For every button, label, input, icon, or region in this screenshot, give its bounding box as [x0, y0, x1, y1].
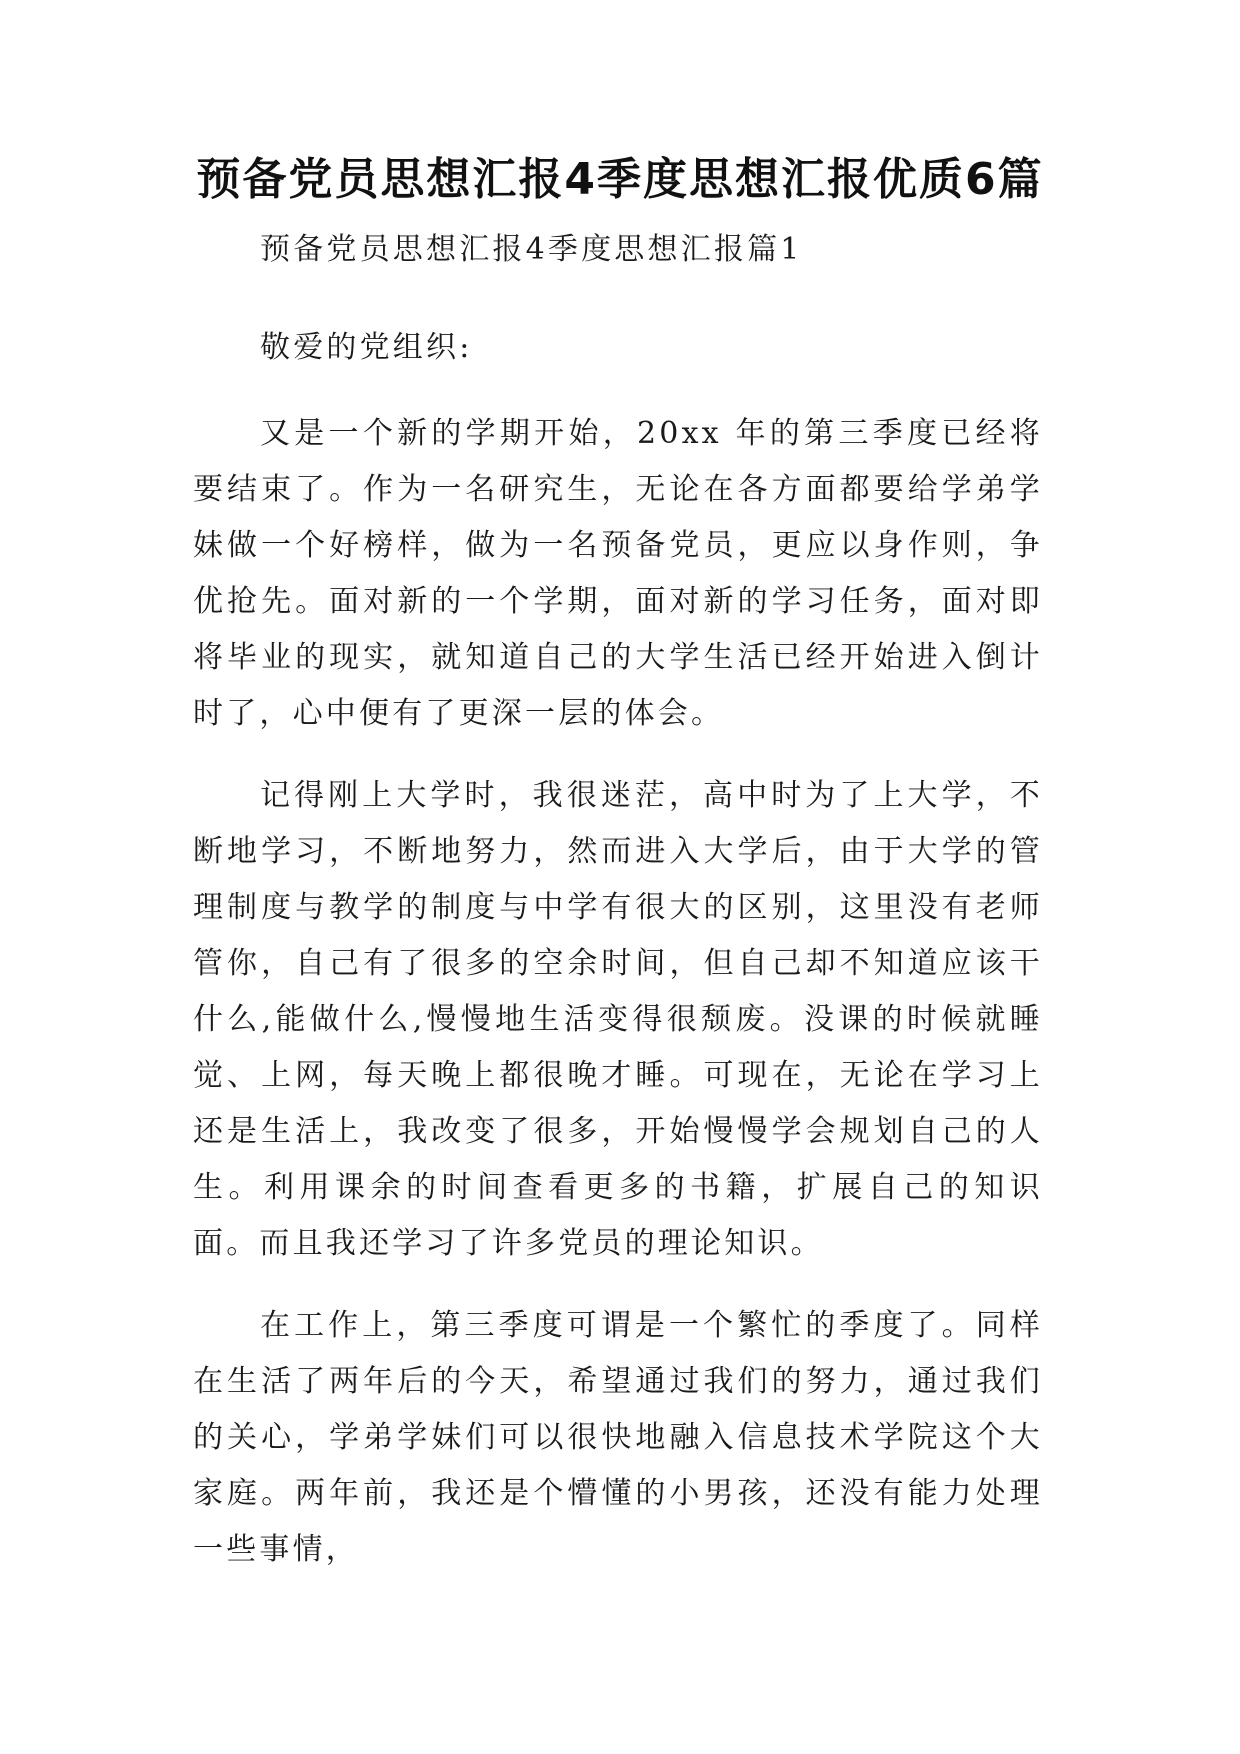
salutation: 敬爱的党组织: [260, 330, 473, 365]
document-body [193, 222, 1043, 1604]
paragraph-3: 在工作上，第三季度可谓是一个繁忙的季度了。同样在生活了两年后的今天，希望通过我们的努力，通过我们的关心，学弟学妹们可以很快地融入信息技术学院这个大家庭。两年前，我还是个懵懂的小男孩，还没有能力处理一些事情， [193, 1308, 1043, 1567]
paragraph-2: 记得刚上大学时，我很迷茫，高中时为了上大学，不断地学习，不断地努力，然而进入大学后，由于大学的管理制度与教学的制度与中学有很大的区别，这里没有老师管你，自己有了很多的空余时间，但自己却不知道应该干什么,能做什么,慢慢地生活变得很颓废。没课的时候就睡觉、上网，每天晚上都很晚才睡。可现在，无论在学习上还是生活上，我改变了很多，开始慢慢学会规划自己的人生。利用课余的时间查看更多的书籍，扩展自己的知识面。而且我还学习了许多党员的理论知识。 [193, 778, 1043, 1261]
document-title: 预备党员思想汇报4季度思想汇报优质6篇 [196, 154, 1044, 205]
paragraph-1: 又是一个新的学期开始，20xx 年的第三季度已经将要结束了。作为一名研究生，无论在各方面都要给学弟学妹做一个好榜样，做为一名预备党员，更应以身作则，争优抢先。面对新的一个学期，面对新的学习任务，面对即将毕业的现实，就知道自己的大学生活已经开始进入倒计时了，心中便有了更深一层的体会。 [193, 416, 1043, 731]
section-heading: 预备党员思想汇报4季度思想汇报篇1 [260, 232, 803, 267]
